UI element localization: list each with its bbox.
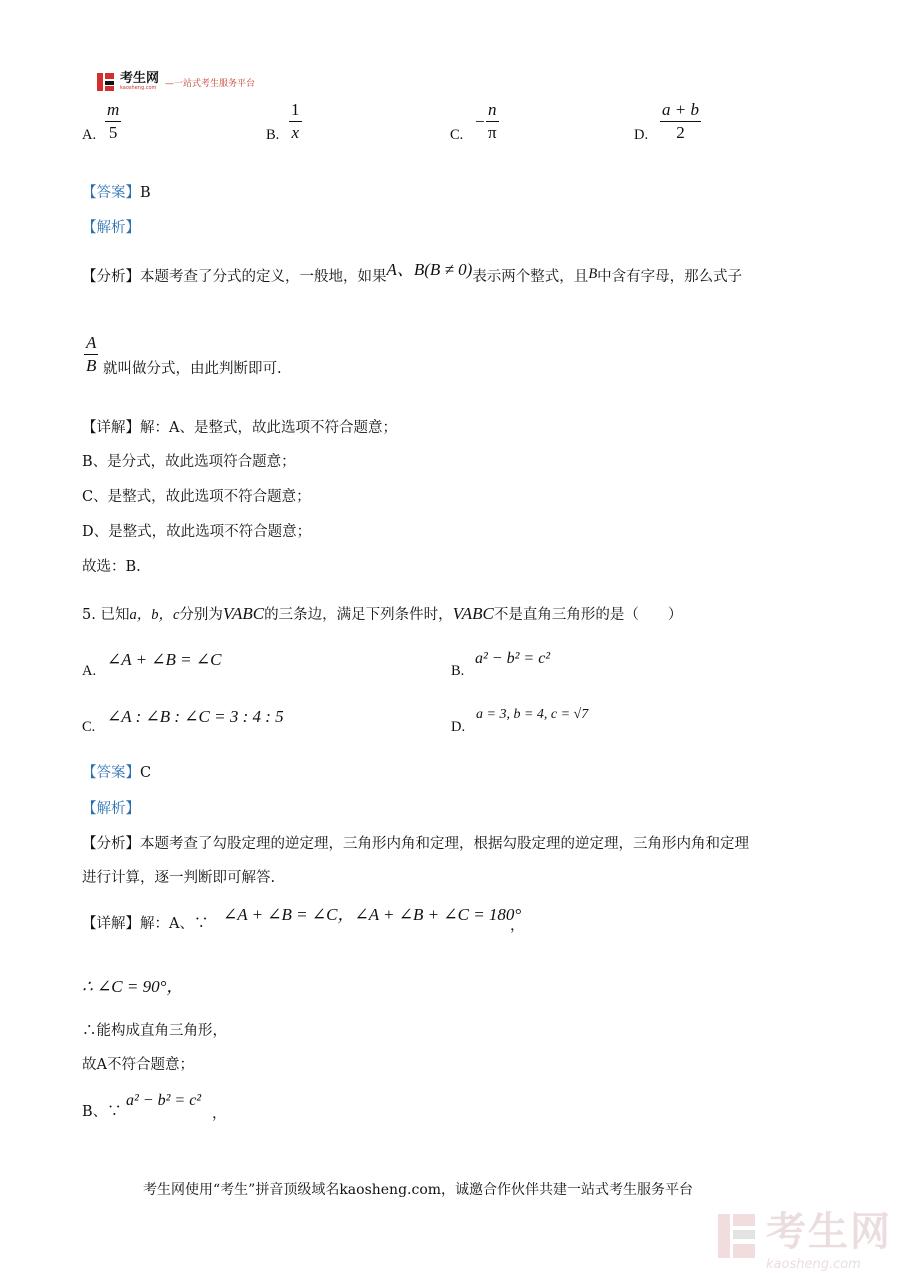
q4-option-a-fraction [105, 100, 121, 143]
q5-option-c-label: C. [82, 719, 96, 735]
fenxi-math: B [588, 266, 598, 282]
fraction-denominator: π [488, 123, 497, 142]
answer-value: C [140, 765, 152, 781]
q5-option-a-expr: ∠A + ∠B = ∠C [107, 650, 222, 669]
answer-tag: 【答案】 [82, 765, 140, 781]
q5-fenxi-line2: 进行计算，逐一判断即可解答. [82, 870, 276, 886]
q4-detail-line1 [82, 418, 397, 438]
q4-option-c-minus: − [475, 112, 485, 131]
q5-detail-comma: ， [510, 918, 525, 934]
q5-detail-math1: ∠A + ∠B = ∠C，∠A + ∠B + ∠C = 180° [223, 905, 522, 924]
detail-tag: 【详解】 [82, 916, 140, 932]
q5-line-b-comma: ， [212, 1106, 227, 1122]
q5-answer [82, 763, 151, 783]
q5-option-d-label: D. [451, 719, 466, 735]
fraction-numerator: m [107, 100, 120, 119]
fraction-bar [105, 121, 121, 122]
q4-fenxi-line1 [82, 260, 743, 287]
fraction-denominator: 5 [108, 123, 118, 142]
q5-stem [82, 604, 682, 625]
fenxi-text: 本题考查了勾股定理的逆定理，三角形内角和定理，根据勾股定理的逆定理，三角形内角和定理 [140, 836, 749, 852]
q4-option-d-label: D. [634, 127, 649, 143]
logo-name: 考生网 [120, 71, 160, 86]
fraction-bar [660, 121, 701, 122]
detail-text: B、∵ [82, 1104, 122, 1120]
fraction-denominator: B [86, 356, 97, 375]
question-number: 5. [82, 607, 96, 623]
q5-line-a-not: 故A不符合题意； [82, 1057, 194, 1073]
q4-answer [82, 183, 151, 203]
page-footer: 考生网使用“考生”拼音顶级域名kaosheng.com，诚邀合作伙伴共建一站式考生服务平台 [143, 1182, 694, 1198]
logo-icon [96, 72, 116, 92]
q5-option-c-expr: ∠A : ∠B : ∠C = 3 : 4 : 5 [107, 707, 284, 726]
q4-detail-line3: C、是整式，故此选项不符合题意； [82, 489, 311, 505]
fraction-denominator: x [291, 123, 300, 142]
watermark-logo-icon [716, 1212, 758, 1260]
q4-detail-line5: 故选：B. [82, 559, 141, 575]
q4-analysis-tag: 【解析】 [82, 220, 140, 236]
q4-detail-line4: D、是整式，故此选项不符合题意； [82, 524, 312, 540]
stem-text: 已知 [100, 607, 130, 623]
fenxi-text: 中含有字母，那么式子 [597, 269, 743, 285]
stem-math: VABC [222, 604, 265, 623]
watermark [716, 1200, 892, 1272]
fraction-numerator: 1 [291, 100, 300, 119]
q4-fenxi-fraction [84, 333, 98, 376]
fenxi-tag: 【分析】 [82, 269, 140, 285]
fenxi-math: A、B(B ≠ 0) [386, 260, 473, 279]
q4-option-c-fraction [486, 100, 499, 143]
stem-math: a，b，c [129, 607, 180, 623]
fraction-numerator: a + b [662, 100, 699, 119]
watermark-name: 考生网 [766, 1209, 892, 1255]
detail-text: 解：A、∵ [140, 916, 209, 932]
q4-option-d-fraction [660, 100, 701, 143]
q4-option-c-label: C. [450, 127, 464, 143]
fenxi-text: 表示两个整式，且 [472, 269, 589, 285]
q5-therefore2: ∴能构成直角三角形， [82, 1023, 227, 1039]
stem-text: 不是直角三角形的是（ ） [493, 607, 683, 623]
q5-detail-line1 [82, 914, 208, 934]
q4-option-a-label: A. [82, 127, 97, 143]
q5-option-a-label: A. [82, 663, 97, 679]
q4-detail-line2: B、是分式，故此选项符合题意； [82, 454, 296, 470]
logo-slogan: —一站式考生服务平台 [165, 78, 256, 89]
q5-line-b [82, 1102, 122, 1122]
fraction-denominator: 2 [676, 123, 685, 142]
site-logo [96, 72, 255, 92]
q4-fenxi-line2: 就叫做分式，由此判断即可. [103, 361, 282, 377]
stem-text: 的三条边，满足下列条件时， [264, 607, 453, 623]
fraction-bar [84, 354, 98, 355]
q5-fenxi-line1 [82, 834, 749, 854]
q4-option-b-fraction [289, 100, 302, 143]
detail-text: 解：A、是整式，故此选项不符合题意； [140, 420, 397, 436]
stem-text: 分别为 [179, 607, 223, 623]
q5-analysis-tag: 【解析】 [82, 801, 140, 817]
fenxi-tag: 【分析】 [82, 836, 140, 852]
answer-value: B [140, 185, 151, 201]
watermark-domain: kaosheng.com [766, 1257, 861, 1272]
stem-math: VABC [452, 604, 494, 623]
q4-option-b-label: B. [266, 127, 280, 143]
detail-tag: 【详解】 [82, 420, 140, 436]
answer-tag: 【答案】 [82, 185, 140, 201]
q5-therefore1: ∴ ∠C = 90°， [82, 977, 184, 996]
fraction-bar [486, 121, 499, 122]
fraction-numerator: n [488, 100, 497, 119]
q5-option-b-label: B. [451, 663, 465, 679]
q5-option-b-expr: a² − b² = c² [475, 650, 551, 667]
q5-line-b-math: a² − b² = c² [126, 1092, 202, 1109]
q5-option-d-expr: a = 3, b = 4, c = √7 [476, 707, 589, 722]
logo-domain: kaosheng.com [120, 85, 157, 91]
fraction-bar [289, 121, 302, 122]
fraction-numerator: A [86, 333, 97, 352]
fenxi-text: 本题考查了分式的定义，一般地，如果 [140, 269, 387, 285]
